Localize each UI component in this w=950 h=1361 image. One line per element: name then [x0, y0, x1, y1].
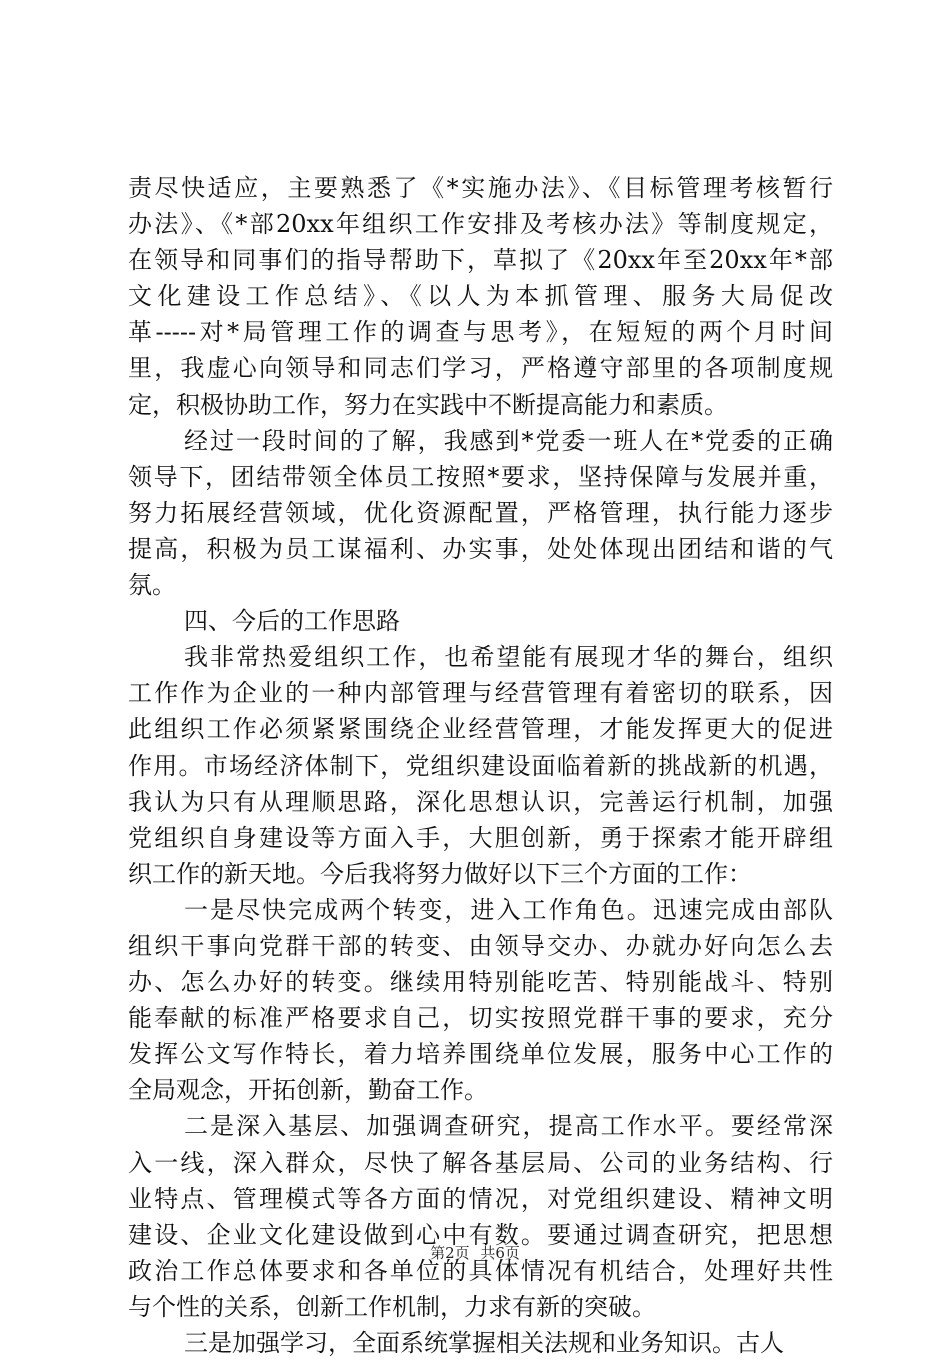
paragraph	[128, 603, 833, 639]
text-line: 努力拓展经营领域，优化资源配置，严格管理，执行能力逐步	[128, 498, 833, 527]
text-line: 办、怎么办好的转变。继续用特别能吃苦、特别能战斗、特别	[128, 968, 833, 997]
text-line: 二是深入基层、加强调查研究，提高工作水平。要经常深	[184, 1112, 833, 1141]
text-line: 在领导和同事们的指导帮助下，草拟了《20xx年至20xx年*部	[128, 246, 833, 275]
text-line: 与个性的关系，创新工作机制，力求有新的突破。	[128, 1292, 656, 1321]
text-line: 入一线，深入群众，尽快了解各基层局、公司的业务结构、行	[128, 1148, 833, 1177]
page-number: 第2页	[430, 1244, 470, 1262]
text-line: 革-----对*局管理工作的调查与思考》，在短短的两个月时间	[128, 318, 833, 347]
text-line: 政治工作总体要求和各单位的具体情况有机结合，处理好共性	[128, 1256, 833, 1285]
text-line: 提高，积极为员工谋福利、办实事，处处体现出团结和谐的气	[128, 534, 833, 563]
paragraph	[128, 170, 833, 423]
text-line: 四、今后的工作思路	[184, 607, 400, 636]
text-line: 里，我虚心向领导和同志们学习，严格遵守部里的各项制度规	[128, 354, 833, 383]
text-line: 工作作为企业的一种内部管理与经营管理有着密切的联系，因	[128, 679, 833, 708]
paragraph	[128, 1325, 833, 1361]
text-line: 建设、企业文化建设做到心中有数。要通过调查研究，把思想	[128, 1220, 833, 1249]
text-line: 此组织工作必须紧紧围绕企业经营管理，才能发挥更大的促进	[128, 715, 833, 744]
paragraph	[128, 892, 833, 1109]
page-footer	[0, 1242, 950, 1263]
body-text	[128, 170, 833, 1361]
text-line: 三是加强学习，全面系统掌握相关法规和业务知识。古人	[184, 1329, 784, 1357]
text-line: 办法》、《*部20xx年组织工作安排及考核办法》等制度规定，	[128, 210, 833, 239]
text-line: 我认为只有从理顺思路，深化思想认识，完善运行机制，加强	[128, 787, 833, 816]
text-line: 能奉献的标准严格要求自己，切实按照党群干事的要求，充分	[128, 1004, 833, 1033]
text-line: 作用。市场经济体制下，党组织建设面临着新的挑战新的机遇，	[128, 751, 833, 780]
text-line: 经过一段时间的了解，我感到*党委一班人在*党委的正确	[184, 426, 833, 455]
text-line: 组织干事向党群干部的转变、由领导交办、办就办好向怎么去	[128, 931, 833, 960]
paragraph	[128, 639, 833, 892]
text-line: 氛。	[128, 571, 176, 600]
text-line: 责尽快适应，主要熟悉了《*实施办法》、《目标管理考核暂行	[128, 174, 833, 202]
text-line: 文化建设工作总结》、《以人为本抓管理、服务大局促改	[128, 282, 833, 311]
text-line: 定，积极协助工作，努力在实践中不断提高能力和素质。	[128, 390, 728, 419]
text-line: 党组织自身建设等方面入手，大胆创新，勇于探索才能开辟组	[128, 823, 833, 852]
page-total: 共6页	[480, 1244, 520, 1262]
text-line: 全局观念，开拓创新，勤奋工作。	[128, 1076, 488, 1105]
text-line: 织工作的新天地。今后我将努力做好以下三个方面的工作：	[128, 859, 752, 888]
text-line: 发挥公文写作特长，着力培养围绕单位发展，服务中心工作的	[128, 1040, 833, 1069]
text-line: 我非常热爱组织工作，也希望能有展现才华的舞台，组织	[184, 643, 833, 672]
text-line: 业特点、管理模式等各方面的情况，对党组织建设、精神文明	[128, 1184, 833, 1213]
text-line: 一是尽快完成两个转变，进入工作角色。迅速完成由部队	[184, 895, 833, 924]
paragraph	[128, 423, 833, 603]
paragraph	[128, 1108, 833, 1325]
text-line: 领导下，团结带领全体员工按照*要求，坚持保障与发展并重，	[128, 462, 833, 491]
